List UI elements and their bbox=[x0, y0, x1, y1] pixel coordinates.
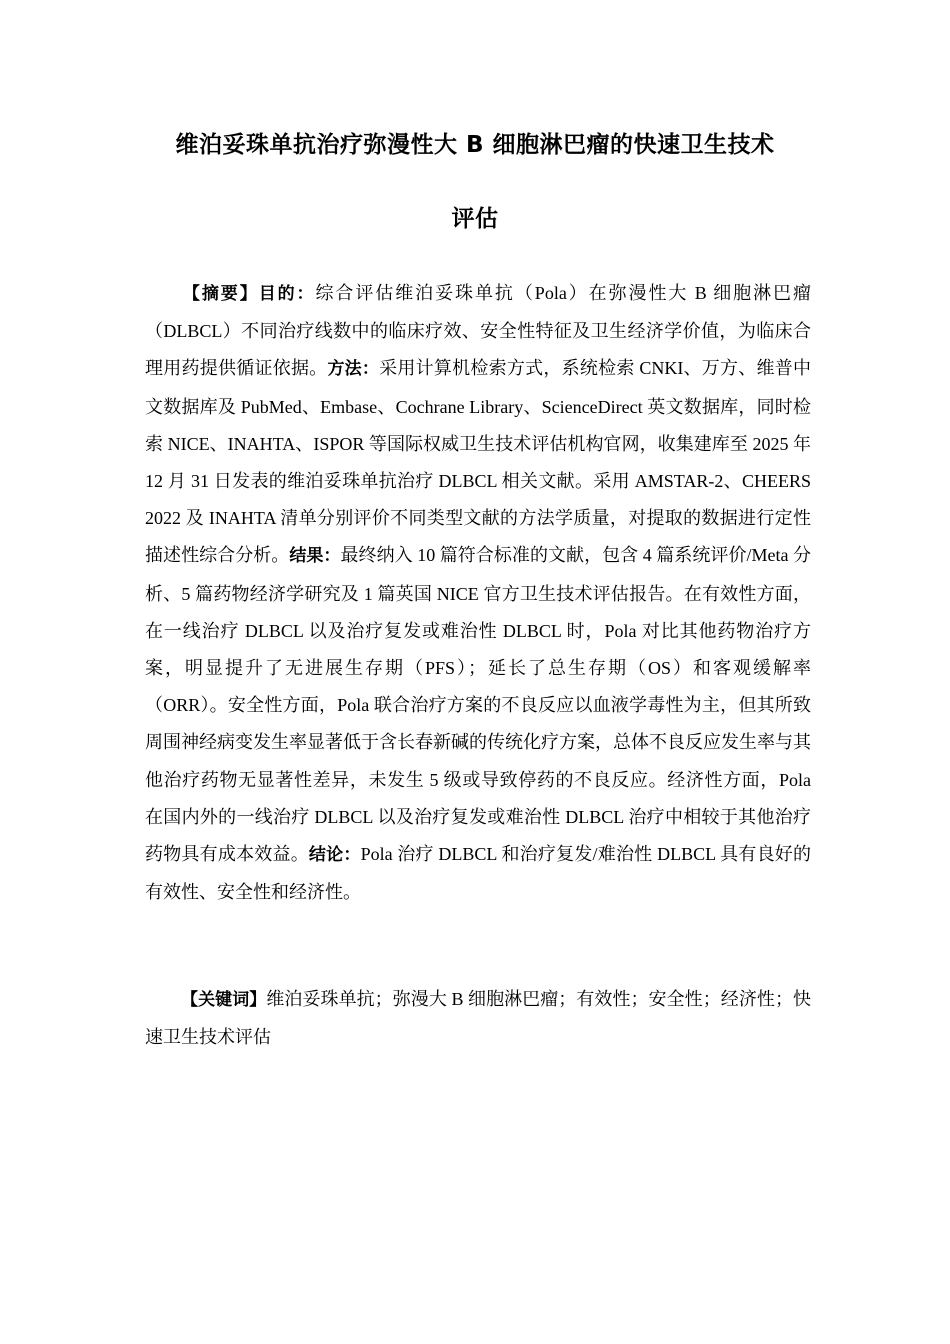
abstract-label: 【摘要】 bbox=[181, 284, 259, 304]
conclusion-text: Pola 治疗 DLBCL 和治疗复发/难治性 DLBCL 具有良好的有效性、安全性和经济性。 bbox=[145, 844, 811, 903]
paper-title-line-2: 评估 bbox=[451, 206, 499, 232]
keywords-paragraph bbox=[145, 981, 811, 1056]
keywords-label: 【关键词】 bbox=[181, 990, 267, 1010]
keywords-text: 维泊妥珠单抗；弥漫大 B 细胞淋巴瘤；有效性；安全性；经济性；快速卫生技术评估 bbox=[145, 989, 812, 1048]
objective-label: 目的： bbox=[258, 284, 316, 304]
conclusion-label: 结论： bbox=[308, 845, 361, 866]
abstract-paragraph bbox=[145, 275, 811, 911]
results-label: 结果： bbox=[289, 546, 341, 567]
paper-title-line-1: 维泊妥珠单抗治疗弥漫性大 B 细胞淋巴瘤的快速卫生技术 bbox=[175, 132, 775, 158]
objective-text: 综合评估维泊妥珠单抗（Pola）在弥漫性大 B 细胞淋巴瘤（DLBCL）不同治疗线数中的临床疗效、安全性特征及卫生经济学价值，为临床合理用药提供循证依据。 bbox=[145, 283, 811, 379]
methods-label: 方法： bbox=[327, 359, 380, 380]
methods-text: 采用计算机检索方式，系统检索 CNKI、万方、维普中文数据库及 PubMed、Embase、Cochrane Library、ScienceDirect 英文数据库，同时检索 NICE、INAHTA、ISPOR 等国际权威卫生技术评估机构官网，收集建库至 2025 年 12 月 31 日发表的维泊妥珠单抗治疗 DLBCL 相关文献。采用 AMSTAR-2、CHEERS 2022 及 INAHTA 清单分别评价不同类型文献的方法学质量，对提取的数据进行定性描述性综合分析。 bbox=[145, 358, 812, 566]
results-text: 最终纳入 10 篇符合标准的文献，包含 4 篇系统评价/Meta 分析、5 篇药物经济学研究及 1 篇英国 NICE 官方卫生技术评估报告。在有效性方面，在一线治疗 DLBCL 以及治疗复发或难治性 DLBCL 时，Pola 对比其他药物治疗方案，明显提升了无进展生存期（PFS）；延长了总生存期（OS）和客观缓解率（ORR）。安全性方面，Pola 联合治疗方案的不良反应以血液学毒性为主，但其所致周围神经病变发生率显著低于含长春新碱的传统化疗方案，总体不良反应发生率与其他治疗药物无显著性差异，未发生 5 级或导致停药的不良反应。经济性方面，Pola 在国内外的一线治疗 DLBCL 以及治疗复发或难治性 DLBCL 治疗中相较于其他治疗药物具有成本效益。 bbox=[145, 545, 812, 865]
